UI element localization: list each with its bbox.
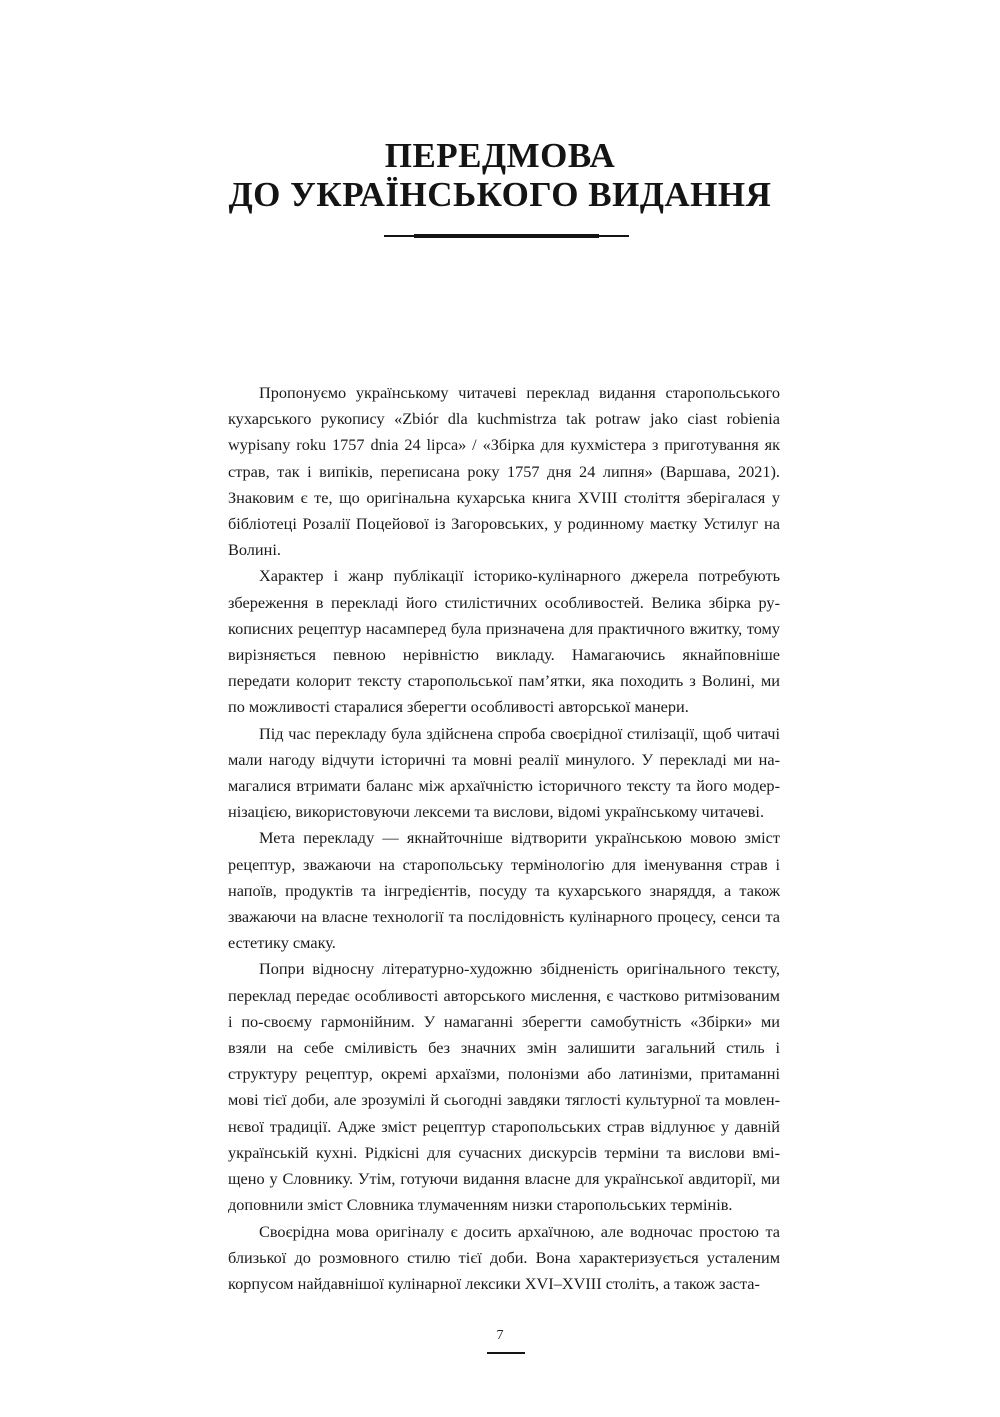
paragraph-4: Мета перекладу — якнайточніше відтворити українською мовою зміст рецептур, зважаючи на старопольську термінологію для іменування страв і напоїв, продуктів та інгредієнтів, посуду та кухарського знаряддя, а також зважаючи на власне технології та послідовність кулінарного процесу, сенси та естетику смаку. <box>228 828 780 953</box>
title-line-1: ПЕРЕДМОВА <box>384 136 616 175</box>
page-title <box>0 136 1000 214</box>
paragraph-5: Попри відносну літературно-художню збідненість оригінального тексту, переклад передає особливості авторського мислення, є частково ритмізованим і по-своєму гармонійним. У намаганні зберегти самобутність «Збірки» ми взяли на себе сміливість без значних змін залишити загальний стиль і структуру рецептур, окремі архаїзми, полонізми або латинізми, притаманні мові тієї доби, але зрозумілі й сьогодні завдяки тяглості культурної та мовленнєвої традиції. Адже зміст рецептур старопольських страв відлунює у давній українській кухні. Рідкісні для сучасних дискурсів терміни та вислови вміщено у Словнику. Утім, готуючи видання власне для української авдиторії, ми доповнили зміст Словника тлумаченням низки старопольських термінів. <box>228 959 780 1215</box>
title-line-2: ДО УКРАЇНСЬКОГО ВИДАННЯ <box>228 175 772 214</box>
paragraph-3: Під час перекладу була здійснена спроба своєрідної стилізації, щоб читачі мали нагоду відчути історичні та мовні реалії минулого. У перекладі ми намагалися втримати баланс між архаїчністю історичного тексту та його модернізацією, використовуючи лексеми та вислови, відомі українському читачеві. <box>228 723 780 822</box>
paragraph-6: Своєрідна мова оригіналу є досить архаїчною, але водночас простою та близької до розмовного стилю тієї доби. Вона характеризується усталеним корпусом найдавнішої кулінарної лексики XVI–XVIII століть, а також заста- <box>228 1221 780 1293</box>
paragraph-2: Характер і жанр публікації історико-кулінарного джерела потребують збереження в перекладі його стилістичних особливостей. Велика збірка рукописних рецептур насамперед була призначена для практичного вжитку, тому вирізняється певною нерівністю викладу. Намагаючись якнайповніше передати колорит тексту старопольської пам’ятки, яка походить з Волині, ми по можливості старалися зберегти особливості авторської манери. <box>228 566 780 717</box>
page-number-divider <box>487 1352 525 1354</box>
title-divider <box>384 235 629 237</box>
paragraph-1: Пропонуємо українському читачеві переклад видання старопольського кухарського рукопису «Zbiór dla kuchmistrza tak potraw jako ciast robienia wypisany roku 1757 dnia 24 lipca» / «Збірка для кухмістера з приготування як страв, так і випіків, переписана року 1757 дня 24 липня» (Варшава, 2021). Знаковим є те, що оригінальна кухарська книга XVIII століття зберігалася у бібліотеці Розалії Поцейової із Загоровських, у родинному маєтку Устилуг на Волині. <box>228 383 780 560</box>
page-number: 7 <box>496 1328 504 1343</box>
body-text <box>228 380 780 1297</box>
